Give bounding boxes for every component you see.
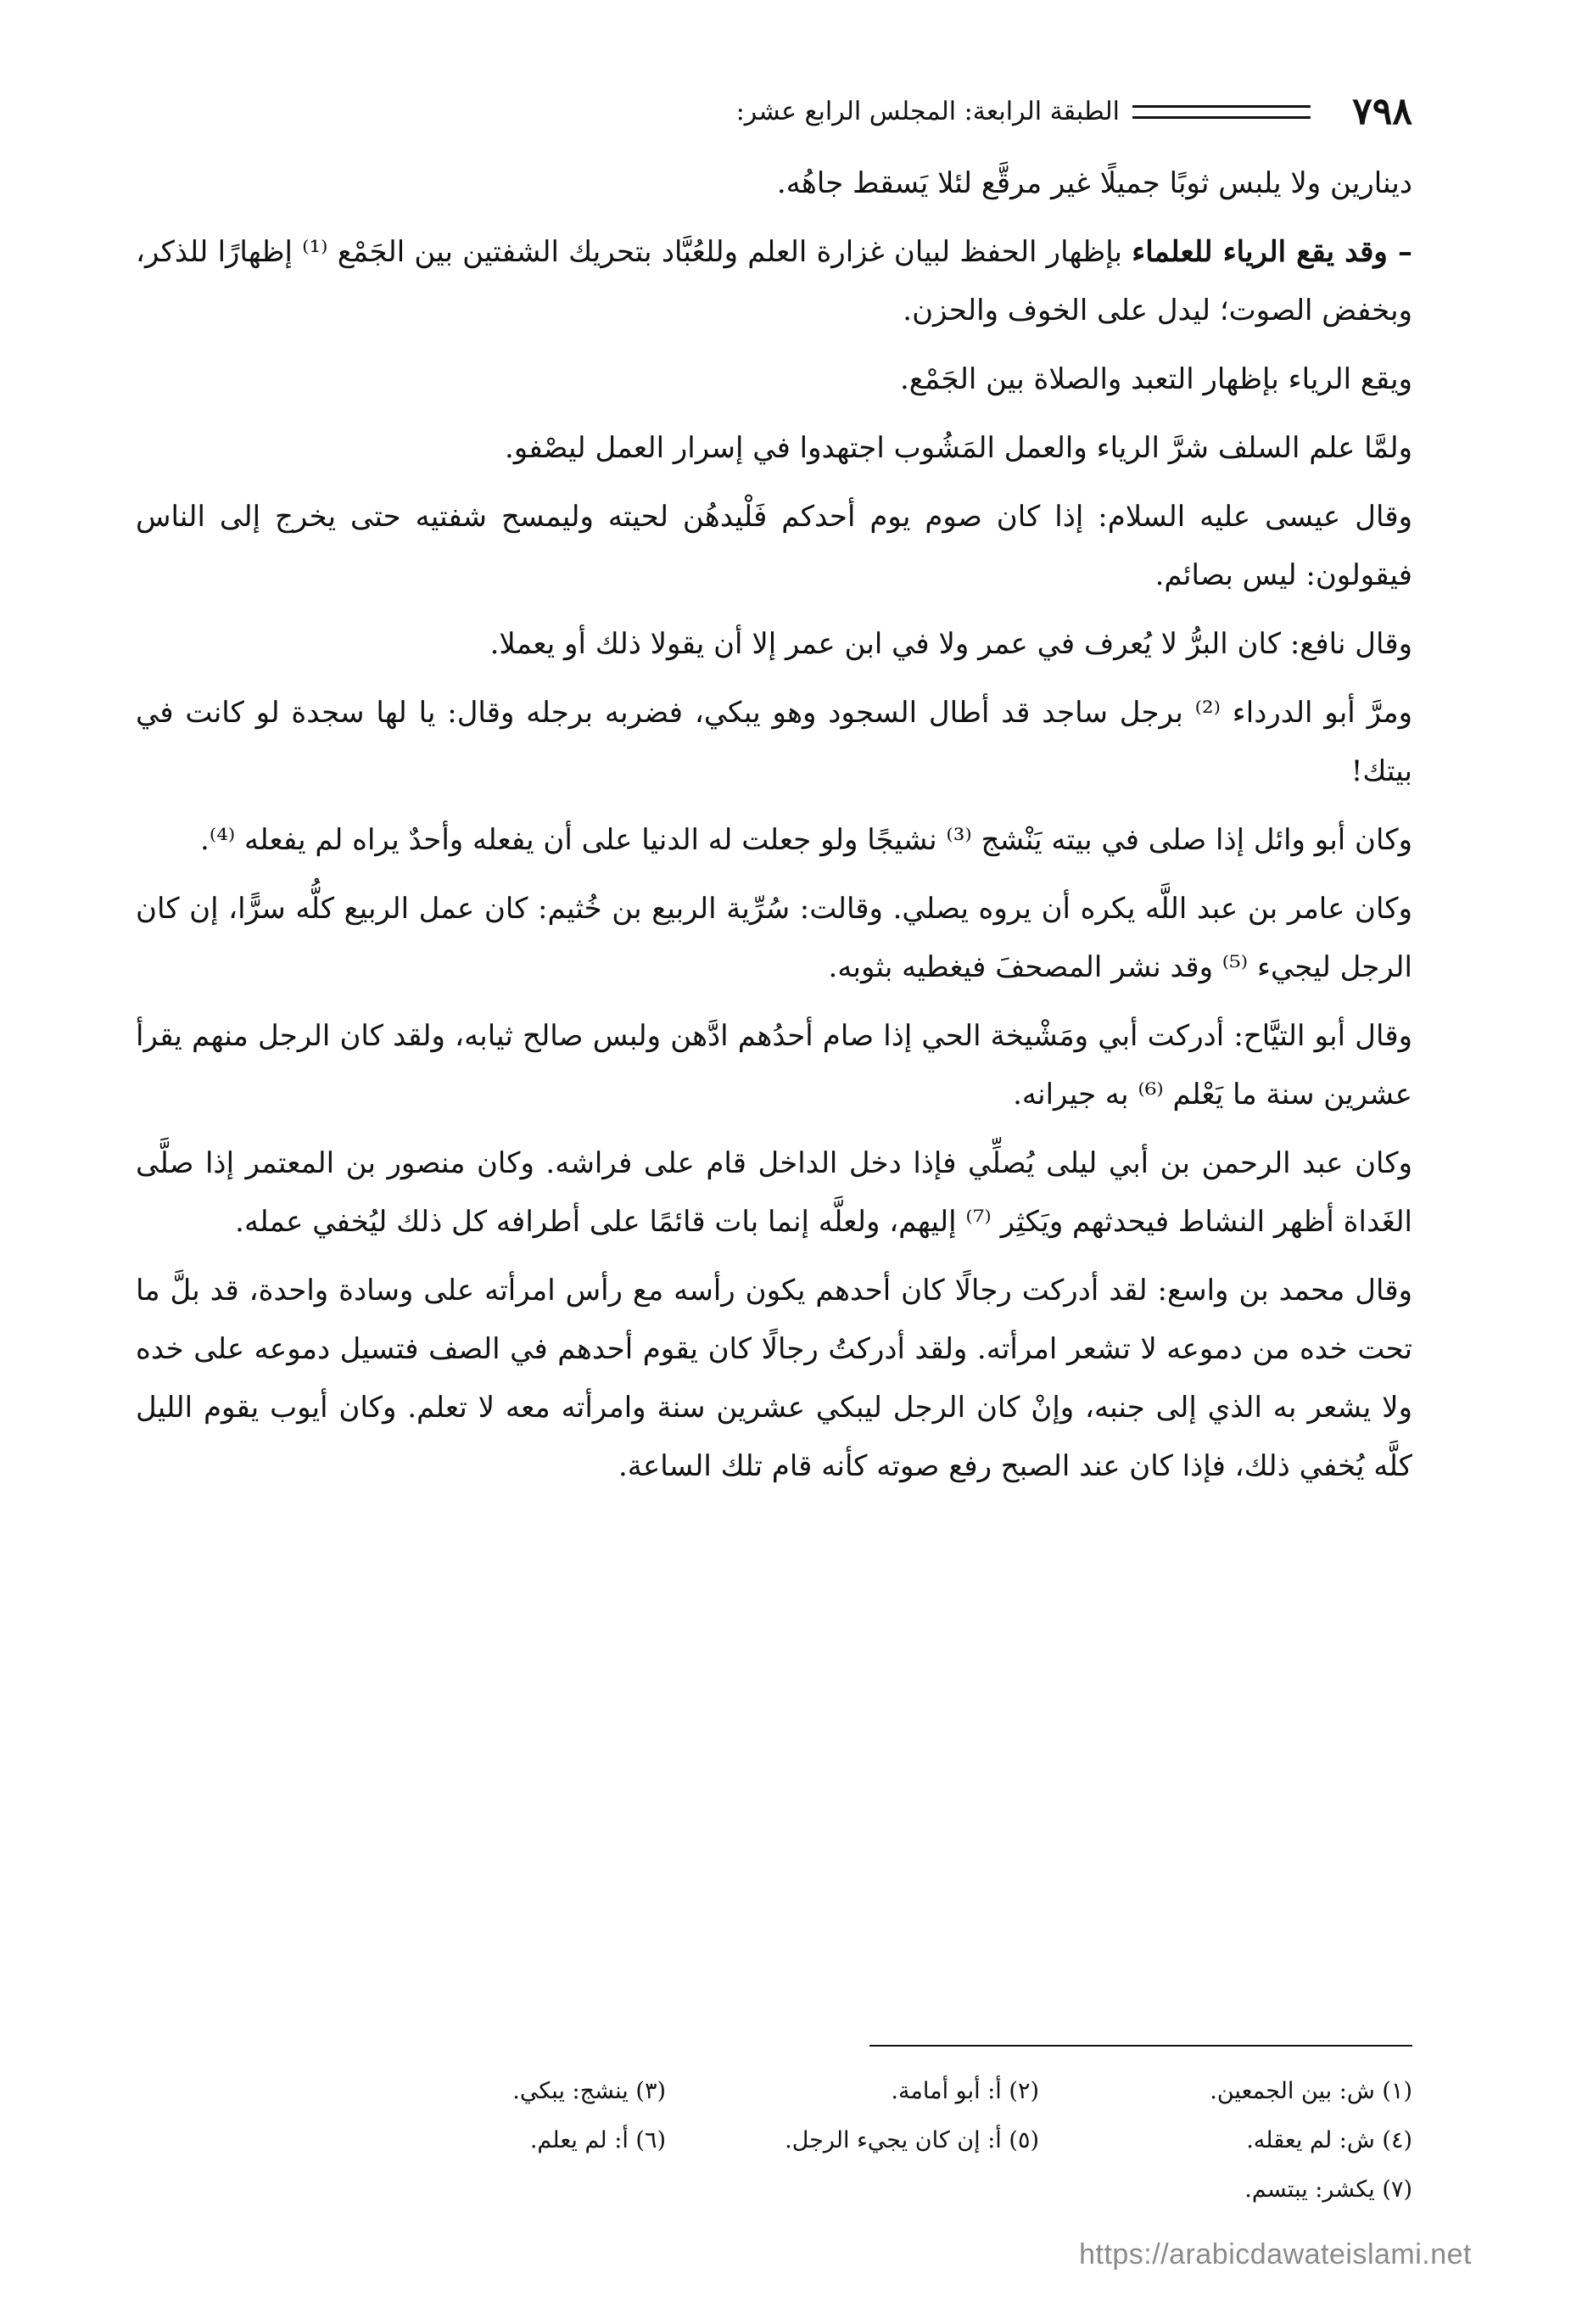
paragraph-text: ومرَّ أبو الدرداء ⁽²⁾ برجل ساجد قد أطال السجود وهو يبكي، فضربه برجله وقال: يا لها سجدة لو كانت في بيتك! [136,696,1412,788]
footnote-row [293,2116,1412,2165]
paragraph [136,1262,1412,1496]
paragraph-text: ولمَّا علم السلف شرَّ الرياء والعمل المَشُوب اجتهدوا في إسرار العمل ليصْفو. [504,431,1412,465]
page-number: ٧٩٨ [1352,90,1412,133]
paragraph [136,880,1412,997]
paragraph [136,1007,1412,1124]
paragraph [136,615,1412,674]
paragraph [136,1134,1412,1252]
footnote: (٥) أ: إن كان يجيء الرجل. [785,2127,1039,2153]
paragraph [136,350,1412,409]
footnote: (٣) ينشج: يبكي. [512,2078,666,2104]
footnote: (٦) أ: لم يعلم. [529,2127,666,2153]
paragraph-text: وقال نافع: كان البرُّ لا يُعرف في عمر ولا في ابن عمر إلا أن يقولا ذلك أو يعملا. [489,627,1412,661]
paragraph-text: بإظهار الحفظ لبيان غزارة العلم وللعُبَّاد بتحريك الشفتين بين الجَمْع ⁽¹⁾ إظهارًا للذكر، وبخفض الصوت؛ ليدل على الخوف والحزن. [136,235,1412,328]
footnote: (١) ش: بين الجمعين. [1210,2078,1412,2104]
paragraph [136,419,1412,478]
paragraph-lead: – وقد يقع الرياء للعلماء [1132,235,1412,269]
footnote: (٧) يكشر: يبتسم. [1244,2176,1412,2203]
paragraph [136,154,1412,213]
running-head: الطبقة الرابعة: المجلس الرابع عشر: [735,97,1120,126]
paragraph [136,684,1412,801]
footnote: (٢) أ: أبو أمامة. [891,2078,1039,2104]
page-header [136,88,1412,136]
paragraph-text: ويقع الرياء بإظهار التعبد والصلاة بين الجَمْع. [899,362,1412,396]
paragraph-text: وقال عيسى عليه السلام: إذا كان صوم يوم أحدكم فَلْيدهُن لحيته وليمسح شفتيه حتى يخرج إلى الناس فيقولون: ليس بصائم. [136,500,1412,592]
paragraph-text: وقال أبو التيَّاح: أدركت أبي ومَشْيخة الحي إذا صام أحدُهم ادَّهن ولبس صالح ثيابه، ولقد كان الرجل منهم يقرأ عشرين سنة ما يَعْلم ⁽⁶⁾ به جيرانه. [136,1019,1412,1112]
paragraph-text: وكان أبو وائل إذا صلى في بيته يَنْشج ⁽³⁾ نشيجًا ولو جعلت له الدنيا على أن يفعله وأحدٌ يراه لم يفعله ⁽⁴⁾. [200,823,1412,857]
watermark-url: https://arabicdawateislami.net [1079,2238,1472,2271]
footnote-row [293,2165,1412,2215]
body-text [136,154,1412,1506]
paragraph [136,488,1412,605]
paragraph [136,811,1412,870]
paragraph [136,223,1412,340]
paragraph-text: دينارين ولا يلبس ثوبًا جميلًا غير مرقَّع لئلا يَسقط جاهُه. [776,166,1412,200]
header-double-rule [1132,105,1311,119]
paragraph-text: وكان عامر بن عبد اللَّه يكره أن يروه يصلي. وقالت: سُرِّية الربيع بن خُثيم: كان عمل الربيع كلُّه سرًّا، إن كان الرجل ليجيء ⁽⁵⁾ وقد نشر المصحفَ فيغطيه بثوبه. [136,892,1412,984]
footnotes [293,2067,1412,2215]
footnote-separator [869,2045,1412,2047]
paragraph-text: وقال محمد بن واسع: لقد أدركت رجالًا كان أحدهم يكون رأسه مع رأس امرأته على وسادة واحدة، قد بلَّ ما تحت خده من دموعه لا تشعر امرأته. ولقد أدركتُ رجالًا كان يقوم أحدهم في الصف فتسيل دموعه على خده ولا يشعر به الذي إلى جنبه، وإنْ كان الرجل ليبكي عشرين سنة وامرأته معه لا تعلم. وكان أيوب يقوم الليل كلَّه يُخفي ذلك، فإذا كان عند الصبح رفع صوته كأنه قام تلك الساعة. [136,1274,1412,1483]
footnote-row [293,2067,1412,2116]
footnote: (٤) ش: لم يعقله. [1246,2127,1412,2153]
paragraph-text: وكان عبد الرحمن بن أبي ليلى يُصلِّي فإذا دخل الداخل قام على فراشه. وكان منصور بن المعتمر إذا صلَّى الغَداة أظهر النشاط فيحدثهم ويَكثِر ⁽⁷⁾ إليهم، ولعلَّه إنما بات قائمًا على أطرافه كل ذلك ليُخفي عمله. [136,1146,1412,1239]
